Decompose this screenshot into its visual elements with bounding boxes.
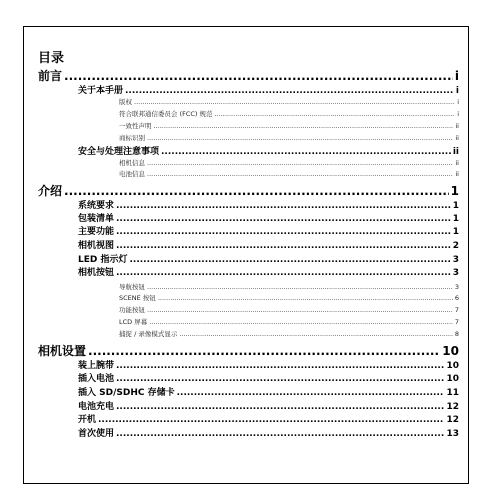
toc-entry[interactable]: [38, 344, 459, 358]
toc-entry-page-number: 1: [452, 201, 459, 211]
toc-entry[interactable]: [78, 374, 459, 385]
toc-entry[interactable]: [78, 402, 459, 413]
toc-entry-label: 插入电池: [78, 374, 115, 384]
toc-entry-page-number: 8: [454, 330, 459, 338]
toc-entry-page-number: i: [457, 98, 459, 106]
dot-leader: [116, 429, 444, 440]
toc-entry-page-number: i: [457, 110, 459, 118]
toc-entry-page-number: i: [454, 69, 459, 83]
dot-leader: [154, 122, 454, 131]
dot-leader: [149, 318, 453, 327]
dot-leader: [88, 344, 440, 358]
dot-leader: [147, 159, 453, 168]
toc-entry-page-number: 7: [454, 306, 459, 314]
toc-entry-label: LCD 屏幕: [119, 318, 148, 326]
toc-entry[interactable]: [119, 318, 459, 327]
toc-entry-label: 包装清单: [78, 214, 115, 224]
toc-entry[interactable]: [78, 86, 459, 97]
toc-entry-label: 捕捉 / 录像模式显示: [119, 330, 178, 338]
dot-leader: [116, 227, 451, 238]
toc-entry[interactable]: [38, 184, 459, 198]
toc-entry-page-number: 10: [446, 361, 459, 371]
toc-entry[interactable]: [119, 283, 459, 292]
toc-entry-page-number: 3: [454, 283, 459, 291]
dot-leader: [179, 330, 453, 339]
toc-entry-page-number: 11: [446, 388, 459, 398]
dot-leader: [134, 98, 455, 107]
toc-entry[interactable]: [78, 227, 459, 238]
toc-entry-label: 功能按钮: [119, 306, 145, 314]
toc-entry-label: 相机按钮: [78, 268, 115, 278]
toc-entry-page-number: i: [455, 86, 459, 96]
toc-entry-label: 安全与处理注意事项: [78, 147, 160, 157]
toc-entry[interactable]: [78, 241, 459, 252]
toc-entry[interactable]: [78, 147, 459, 158]
toc-entry-label: 电池充电: [78, 402, 115, 412]
toc-entry-page-number: ii: [455, 159, 459, 167]
toc-entry[interactable]: [78, 429, 459, 440]
toc-entry[interactable]: [78, 268, 459, 279]
dot-leader: [215, 110, 456, 119]
toc-entry-label: 导航按钮: [119, 283, 145, 291]
toc-entry[interactable]: [78, 361, 459, 372]
toc-entry[interactable]: [119, 306, 459, 315]
toc-entry-label: 一致性声明: [119, 122, 152, 130]
toc-entry[interactable]: [119, 294, 459, 303]
toc-entry[interactable]: [78, 201, 459, 212]
dot-leader: [158, 294, 453, 303]
toc-entry[interactable]: [78, 255, 459, 266]
toc-entry-label: 相机信息: [119, 159, 145, 167]
toc-entry-page-number: 2: [452, 241, 459, 251]
toc-entry[interactable]: [119, 122, 459, 131]
toc-entry[interactable]: [78, 415, 459, 426]
toc-entry-label: 开机: [78, 415, 97, 425]
toc-entry[interactable]: [119, 98, 459, 107]
toc-entry-label: 前言: [38, 69, 63, 83]
toc-entry-label: 插入 SD/SDHC 存储卡: [78, 388, 175, 398]
dot-leader: [64, 69, 453, 83]
toc-entry-page-number: 13: [446, 429, 459, 439]
toc-entry-page-number: 6: [454, 294, 459, 302]
toc-entry-label: 电池信息: [119, 170, 145, 178]
toc-entry-label: 商标识别: [119, 134, 145, 142]
dot-leader: [116, 241, 451, 252]
toc-entry-label: 符合联邦通信委员会 (FCC) 规范: [119, 110, 213, 118]
toc-entry-label: 介绍: [38, 184, 63, 198]
toc-entry[interactable]: [78, 388, 459, 399]
toc-entry-label: 相机设置: [38, 344, 87, 358]
toc-entry-page-number: ii: [455, 122, 459, 130]
toc-entry-page-number: 1: [452, 227, 459, 237]
dot-leader: [116, 214, 451, 225]
toc-entry-label: 主要功能: [78, 227, 115, 237]
dot-leader: [116, 402, 444, 413]
dot-leader: [147, 283, 453, 292]
toc-title: 目录: [38, 51, 65, 66]
toc-entry-label: 版权: [119, 98, 132, 106]
toc-entry-page-number: 1: [450, 184, 459, 198]
toc-entry[interactable]: [119, 110, 459, 119]
toc-entry-page-number: 10: [446, 374, 459, 384]
toc-entry-label: 装上腕带: [78, 361, 115, 371]
toc-entry[interactable]: [119, 170, 459, 179]
toc-entry[interactable]: [78, 214, 459, 225]
dot-leader: [64, 184, 449, 198]
toc-entry-label: 系统要求: [78, 201, 115, 211]
dot-leader: [116, 201, 451, 212]
toc-entry[interactable]: [119, 134, 459, 143]
dot-leader: [130, 255, 451, 266]
toc-entry-label: LED 指示灯: [78, 255, 128, 265]
toc-entry-label: 相机视图: [78, 241, 115, 251]
toc-entry-label: 关于本手册: [78, 86, 124, 96]
toc-entry-page-number: 1: [452, 214, 459, 224]
toc-entry-page-number: 12: [446, 402, 459, 412]
toc-entry-page-number: 12: [446, 415, 459, 425]
dot-leader: [147, 134, 453, 143]
toc-entry[interactable]: [119, 330, 459, 339]
dot-leader: [125, 86, 454, 97]
toc-entry[interactable]: [119, 159, 459, 168]
toc-entry-label: 首次使用: [78, 429, 115, 439]
dot-leader: [98, 415, 444, 426]
dot-leader: [116, 361, 444, 372]
dot-leader: [147, 170, 453, 179]
toc-entry-label: SCENE 按钮: [119, 294, 156, 302]
dot-leader: [177, 388, 445, 399]
toc-entry-page-number: ii: [455, 134, 459, 142]
toc-entry-page-number: ii: [455, 170, 459, 178]
toc-entry-page-number: 3: [452, 255, 459, 265]
dot-leader: [161, 147, 451, 158]
dot-leader: [147, 306, 453, 315]
toc-entry-page-number: ii: [452, 147, 459, 157]
dot-leader: [116, 268, 451, 279]
toc-entry-page-number: 10: [442, 344, 459, 358]
toc-entry-page-number: 7: [454, 318, 459, 326]
dot-leader: [116, 374, 444, 385]
toc-entry-page-number: 3: [452, 268, 459, 278]
toc-entry[interactable]: [38, 69, 459, 83]
